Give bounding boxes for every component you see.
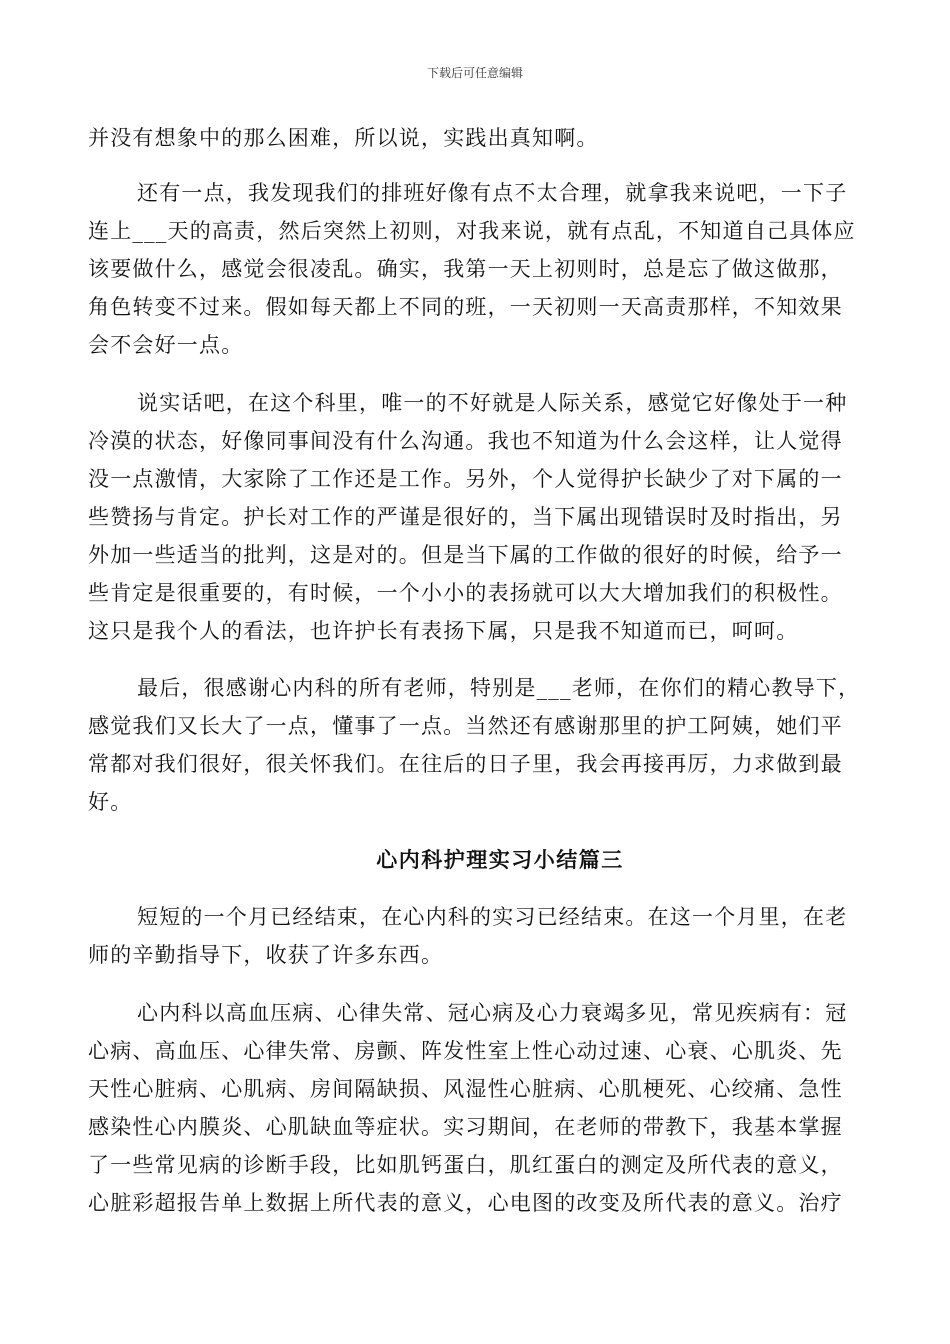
text-line: 常都对我们很好，很关怀我们。在往后的日子里，我会再接再厉，力求做到最 (88, 752, 843, 776)
text-line: 了一些常见病的诊断手段，比如肌钙蛋白，肌红蛋白的测定及所代表的意义， (88, 1153, 843, 1177)
text-line: 并没有想象中的那么困难，所以说，实践出真知啊。 (88, 126, 599, 150)
text-line: 角色转变不过来。假如每天都上不同的班，一天初则一天高责那样，不知效果 (88, 295, 843, 319)
text-line: 短短的一个月已经结束，在心内科的实习已经结束。在这一个月里，在老 (137, 905, 848, 929)
text-line: 心内科以高血压病、心律失常、冠心病及心力衰竭多见，常见疾病有：冠 (137, 1001, 848, 1025)
text-line: 些赞扬与肯定。护长对工作的严谨是很好的，当下属出现错误时及时指出，另 (88, 505, 843, 529)
text-line: 好。 (88, 790, 133, 814)
text-line: 会不会好一点。 (88, 333, 244, 357)
section-heading: 心内科护理实习小结篇三 (376, 847, 624, 872)
text-line: 该要做什么，感觉会很凌乱。确实，我第一天上初则时，总是忘了做这做那， (88, 257, 843, 281)
text-line: 感觉我们又长大了一点，懂事了一点。当然还有感谢那里的护工阿姨，她们平 (88, 714, 843, 738)
text-line: 没一点激情，大家除了工作还是工作。另外，个人觉得护长缺少了对下属的一 (88, 467, 843, 491)
text-line: 还有一点，我发现我们的排班好像有点不太合理，就拿我来说吧，一下子 (137, 181, 848, 205)
text-line: 师的辛勤指导下，收获了许多东西。 (88, 943, 444, 967)
text-line: 心脏彩超报告单上数据上所代表的意义，心电图的改变及所代表的意义。治疗 (88, 1191, 843, 1215)
text-line: 心病、高血压、心律失常、房颤、阵发性室上性心动过速、心衰、心肌炎、先 (88, 1039, 843, 1063)
text-line: 感染性心内膜炎、心肌缺血等症状。实习期间，在老师的带教下，我基本掌握 (88, 1115, 843, 1139)
text-line: 最后，很感谢心内科的所有老师，特别是___老师，在你们的精心教导下， (137, 676, 861, 700)
text-line: 冷漠的状态，好像同事间没有什么沟通。我也不知道为什么会这样，让人觉得 (88, 429, 843, 453)
text-line: 连上___天的高责，然后突然上初则，对我来说，就有点乱，不知道自己具体应 (88, 219, 856, 243)
text-line: 外加一些适当的批判，这是对的。但是当下属的工作做的很好的时候，给予一 (88, 543, 843, 567)
text-line: 说实话吧，在这个科里，唯一的不好就是人际关系，感觉它好像处于一种 (137, 391, 848, 415)
text-line: 些肯定是很重要的，有时候，一个小小的表扬就可以大大增加我们的积极性。 (88, 581, 843, 605)
text-line: 这只是我个人的看法，也许护长有表扬下属，只是我不知道而已，呵呵。 (88, 619, 799, 643)
text-line: 天性心脏病、心肌病、房间隔缺损、风湿性心脏病、心肌梗死、心绞痛、急性 (88, 1077, 843, 1101)
page-header: 下载后可任意编辑 (426, 66, 523, 80)
